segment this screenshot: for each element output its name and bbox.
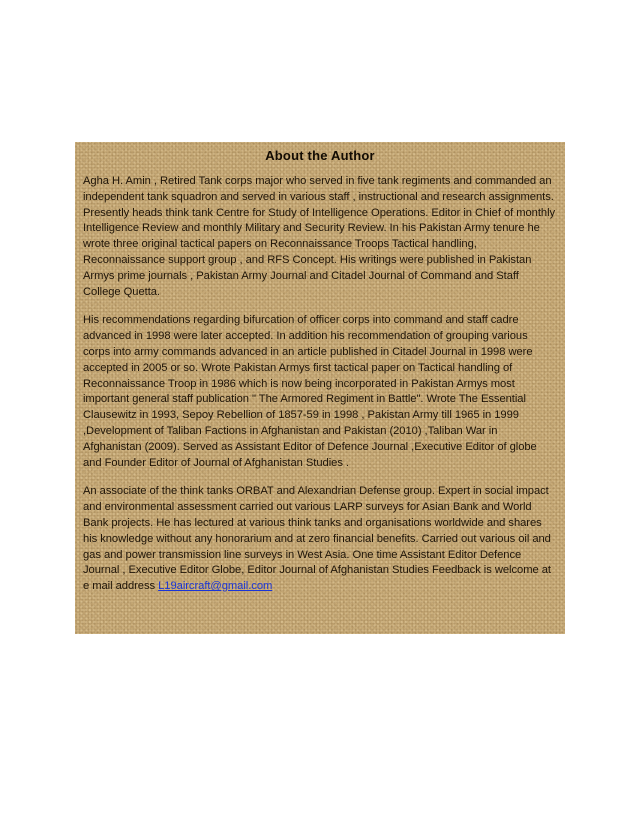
email-link[interactable]: L19aircraft@gmail.com: [158, 580, 273, 593]
bio-paragraph-2: His recommendations regarding bifurcation of officer corps into command and staff cadre advanced in 1998 were later accepted. In addition his recommendation of grouping various corps into army commands advanced in an article published in Citadel Journal in 1998 were accepted in 2005 or so. Wrote Pakistan Armys first tactical paper on Tactical handling of Reconnaissance Troop in 1986 which is now being incorporated in Pakistan Armys most important general staff publication " The Armored Regiment in Battle". Wrote The Essential Clausewitz in 1993, Sepoy Rebellion of 1857-59 in 1998 , Pakistan Army till 1965 in 1999 ,Development of Taliban Factions in Afghanistan and Pakistan (2010) ,Taliban War in Afghanistan (2009). Served as Assistant Editor of Defence Journal ,Executive Editor of globe and Founder Editor of Journal of Afghanistan Studies .: [83, 314, 537, 469]
bio-paragraph-3: [83, 484, 557, 595]
about-author-panel: [75, 142, 565, 634]
section-heading: About the Author: [265, 148, 375, 163]
bio-paragraph-3-text: An associate of the think tanks ORBAT and Alexandrian Defense group. Expert in social impact and environmental assessment carried out various LARP surveys for Asian Bank and World Bank projects. He has lectured at various think tanks and organisations worldwide and shares his knowledge without any honorarium and at zero financial benefits. Carried out various oil and gas and power transmission line surveys in West Asia. One time Assistant Editor Defence Journal , Executive Editor Globe, Editor Journal of Afghanistan Studies Feedback is welcome at e mail address: [83, 485, 551, 593]
bio-paragraph-1: Agha H. Amin , Retired Tank corps major who served in five tank regiments and commanded an independent tank squadron and served in various staff , instructional and research assignments. Presently heads think tank Centre for Study of Intelligence Operations. Editor in Chief of monthly Intelligence Review and monthly Military and Security Review. In his Pakistan Army tenure he wrote three original tactical papers on Reconnaissance Troops Tactical handling, Reconnaissance support group , and RFS Concept. His writings were published in Pakistan Armys prime journals , Pakistan Army Journal and Citadel Journal of Command and Staff College Quetta.: [83, 175, 556, 298]
